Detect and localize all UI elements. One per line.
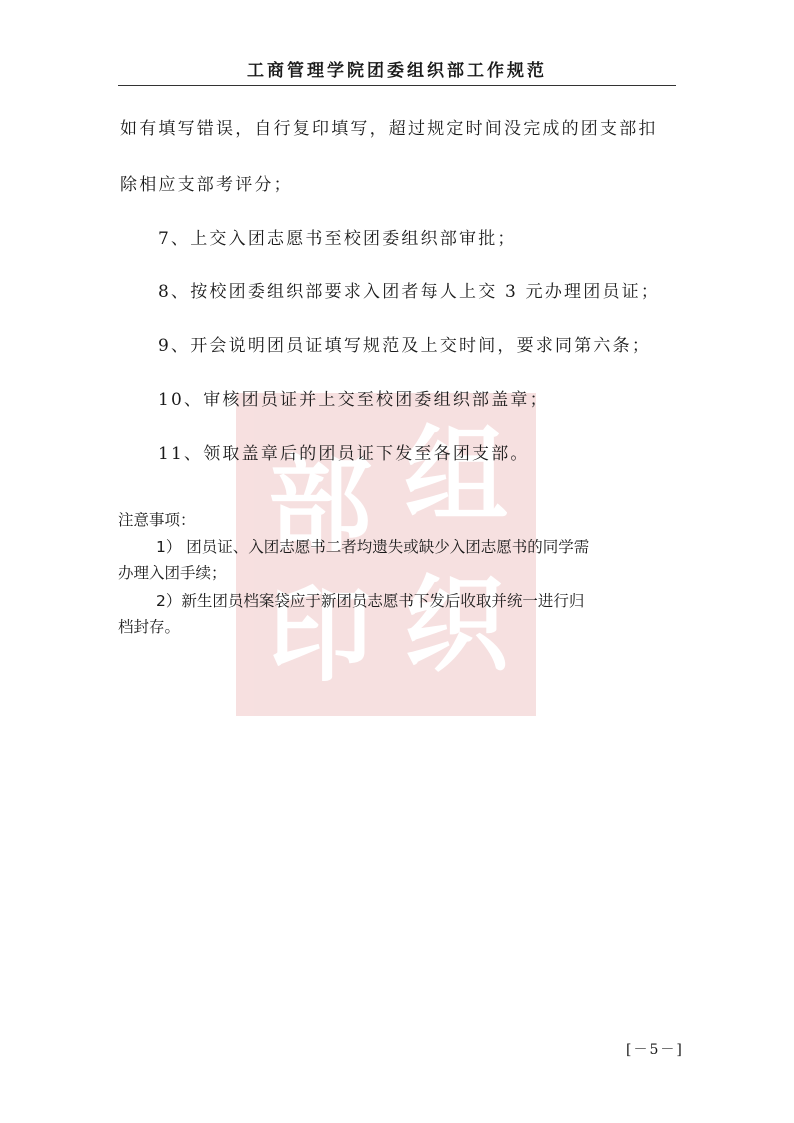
paragraph-line: 除相应支部考评分； [120,175,293,195]
header-divider [118,85,676,86]
note-line: 1） 团员证、入团志愿书二者均遗失或缺少入团志愿书的同学需 [156,538,590,556]
header-title: 工商管理学院团委组织部工作规范 [247,61,547,81]
paragraph-line: 如有填写错误，自行复印填写，超过规定时间没完成的团支部扣 [120,119,658,139]
notes-heading: 注意事项： [118,511,196,529]
seal-char: 印 [267,573,372,696]
seal-char: 织 [403,563,508,686]
list-item: 10、审核团员证并上交至校团委组织部盖章； [158,390,549,410]
note-line: 办理入团手续； [118,564,227,582]
list-item: 11、领取盖章后的团员证下发至各团支部。 [158,444,530,464]
list-item: 7、上交入团志愿书至校团委组织部审批； [158,229,517,249]
note-line: 2）新生团员档案袋应于新团员志愿书下发后收取并统一进行归 [156,592,585,610]
list-item: 8、按校团委组织部要求入团者每人上交 3 元办理团员证； [158,282,661,302]
seal-char: 部 [267,443,372,566]
note-line: 档封存。 [118,618,181,636]
page-number: [－5－] [626,1042,684,1058]
list-item: 9、开会说明团员证填写规范及上交时间，要求同第六条； [158,336,652,356]
seal-char: 组 [403,413,508,536]
